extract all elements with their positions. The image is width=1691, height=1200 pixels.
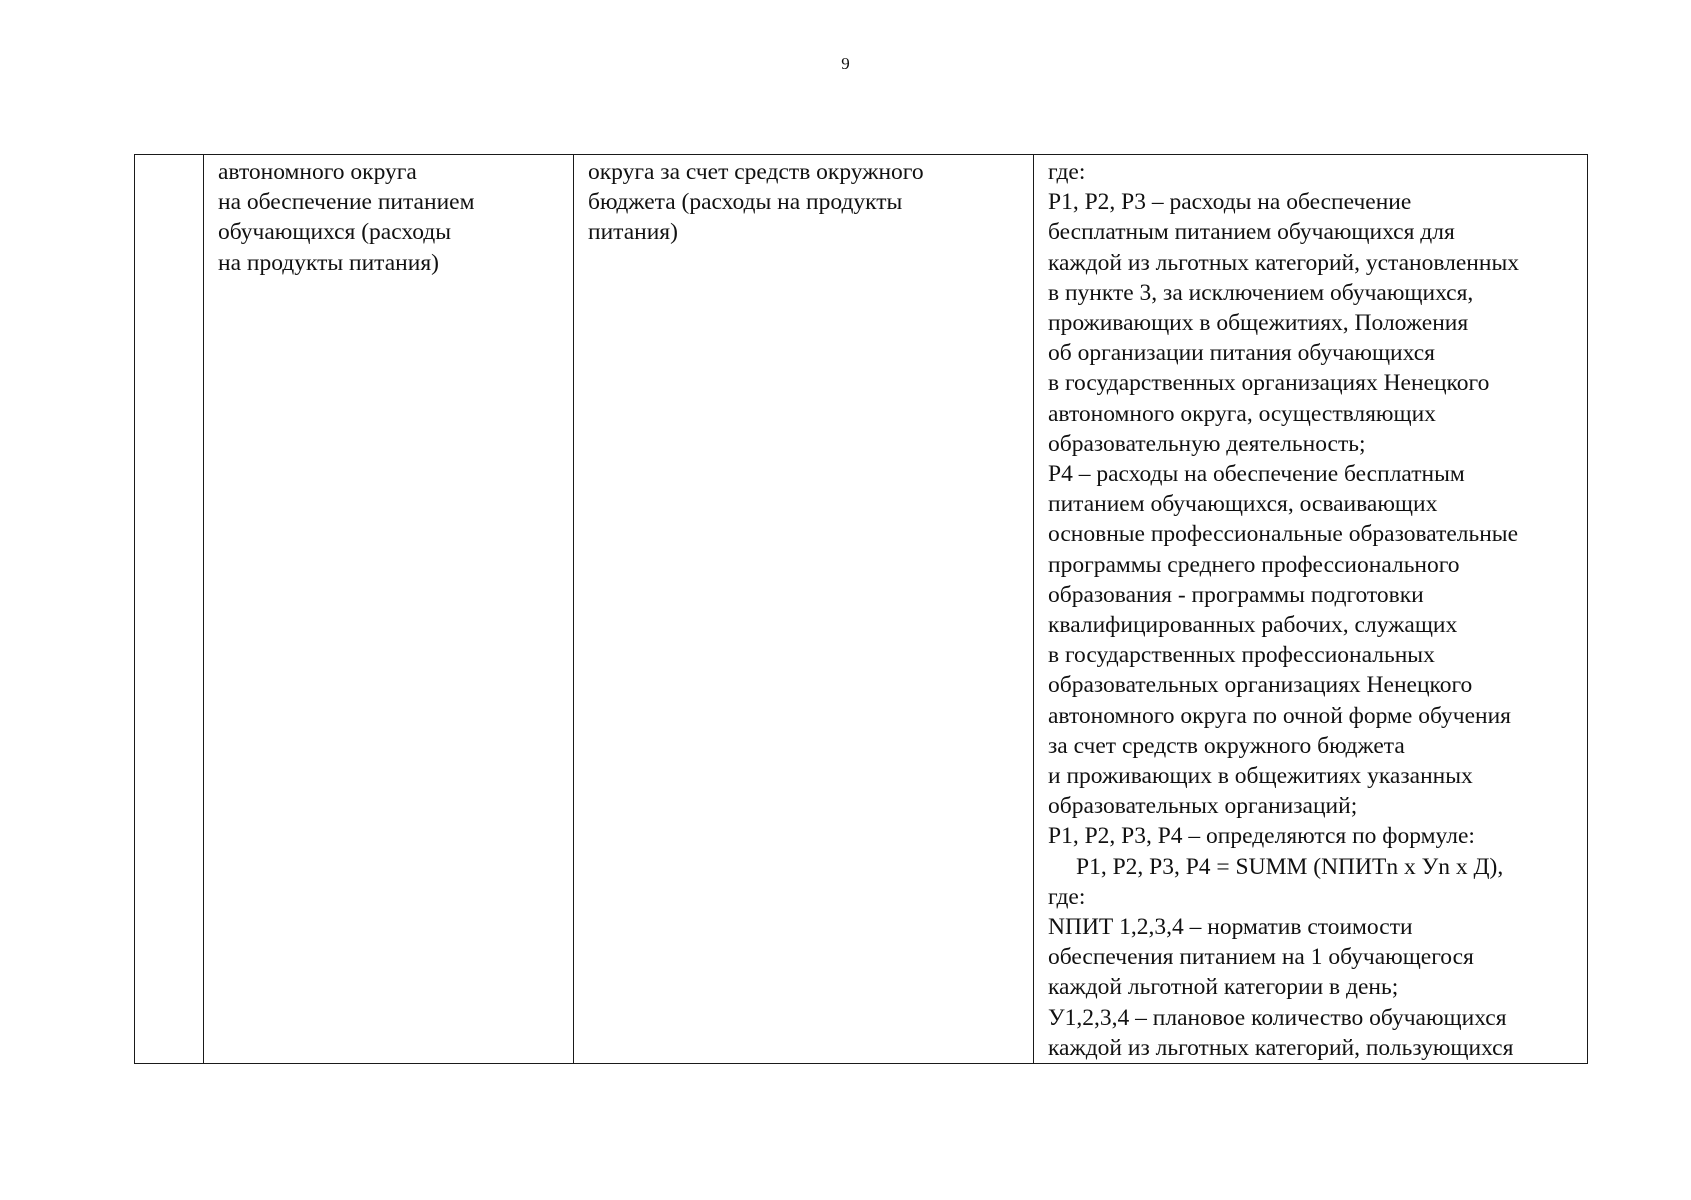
- calculation-method-line: программы среднего профессионального: [1048, 551, 1460, 578]
- calculation-method-line: обеспечения питанием на 1 обучающегося: [1048, 944, 1474, 971]
- calculation-method-line: каждой из льготных категорий, установленных: [1048, 249, 1519, 276]
- calculation-method-line: питанием обучающихся, осваивающих: [1048, 491, 1438, 518]
- expense-name-line: автономного округа: [218, 159, 417, 185]
- calculation-method-line: где:: [1048, 159, 1086, 185]
- funding-source-line: бюджета (расходы на продукты: [588, 189, 903, 216]
- calculation-method-line: образовательную деятельность;: [1048, 430, 1366, 457]
- calculation-method-line: У1,2,3,4 – плановое количество обучающихся: [1048, 1004, 1507, 1031]
- expense-name-line: на обеспечение питанием: [218, 189, 475, 216]
- calculation-method-line: где:: [1048, 883, 1086, 910]
- calculation-method-line: P4 – расходы на обеспечение бесплатным: [1048, 461, 1465, 488]
- calculation-method-line: бесплатным питанием обучающихся для: [1048, 219, 1455, 246]
- calculation-method-line: каждой льготной категории в день;: [1048, 974, 1399, 1001]
- calculation-method-line: каждой из льготных категорий, пользующихся: [1048, 1034, 1514, 1061]
- calculation-method-line: об организации питания обучающихся: [1048, 340, 1435, 367]
- cell-expense-name: [204, 155, 574, 1064]
- calculation-method-line: P1, P2, P3, P4 – определяются по формуле:: [1048, 823, 1475, 850]
- cell-row-number: [135, 155, 204, 1064]
- calculation-method-line: автономного округа по очной форме обучения: [1048, 702, 1511, 729]
- calculation-method-line: P1, P2, P3, P4 = SUMM (NПИТn x Уn x Д),: [1076, 853, 1504, 880]
- document-table: [134, 154, 1588, 1064]
- funding-source-text: [574, 157, 1033, 248]
- calculation-method-line: проживающих в общежитиях, Положения: [1048, 310, 1469, 337]
- calculation-method-line: NПИТ 1,2,3,4 – норматив стоимости: [1048, 914, 1413, 941]
- funding-source-line: округа за счет средств окружного: [588, 159, 924, 185]
- calculation-method-line: в государственных профессиональных: [1048, 642, 1435, 669]
- calculation-method-line: основные профессиональные образовательные: [1048, 521, 1519, 548]
- table-row: [135, 155, 1588, 1064]
- calculation-method-line: образования - программы подготовки: [1048, 581, 1424, 608]
- expense-name-line: обучающихся (расходы: [218, 219, 452, 246]
- expense-name-text: [204, 157, 573, 278]
- calculation-method-line: в пункте 3, за исключением обучающихся,: [1048, 279, 1474, 306]
- calculation-method-line: образовательных организациях Ненецкого: [1048, 672, 1473, 699]
- calculation-method-text: [1034, 157, 1587, 1063]
- calculation-method-line: образовательных организаций;: [1048, 793, 1358, 820]
- cell-calculation-method: [1034, 155, 1588, 1064]
- expense-name-line: на продукты питания): [218, 249, 439, 276]
- calculation-method-line: в государственных организациях Ненецкого: [1048, 370, 1490, 397]
- calculation-method-line: за счет средств окружного бюджета: [1048, 732, 1405, 759]
- calculation-method-line: P1, P2, P3 – расходы на обеспечение: [1048, 189, 1412, 216]
- calculation-method-line: и проживающих в общежитиях указанных: [1048, 763, 1473, 790]
- cell-funding-source: [574, 155, 1034, 1064]
- page-number: 9: [841, 54, 850, 73]
- funding-source-line: питания): [588, 219, 678, 246]
- calculation-method-line: автономного округа, осуществляющих: [1048, 400, 1436, 427]
- calculation-method-line: квалифицированных рабочих, служащих: [1048, 612, 1458, 639]
